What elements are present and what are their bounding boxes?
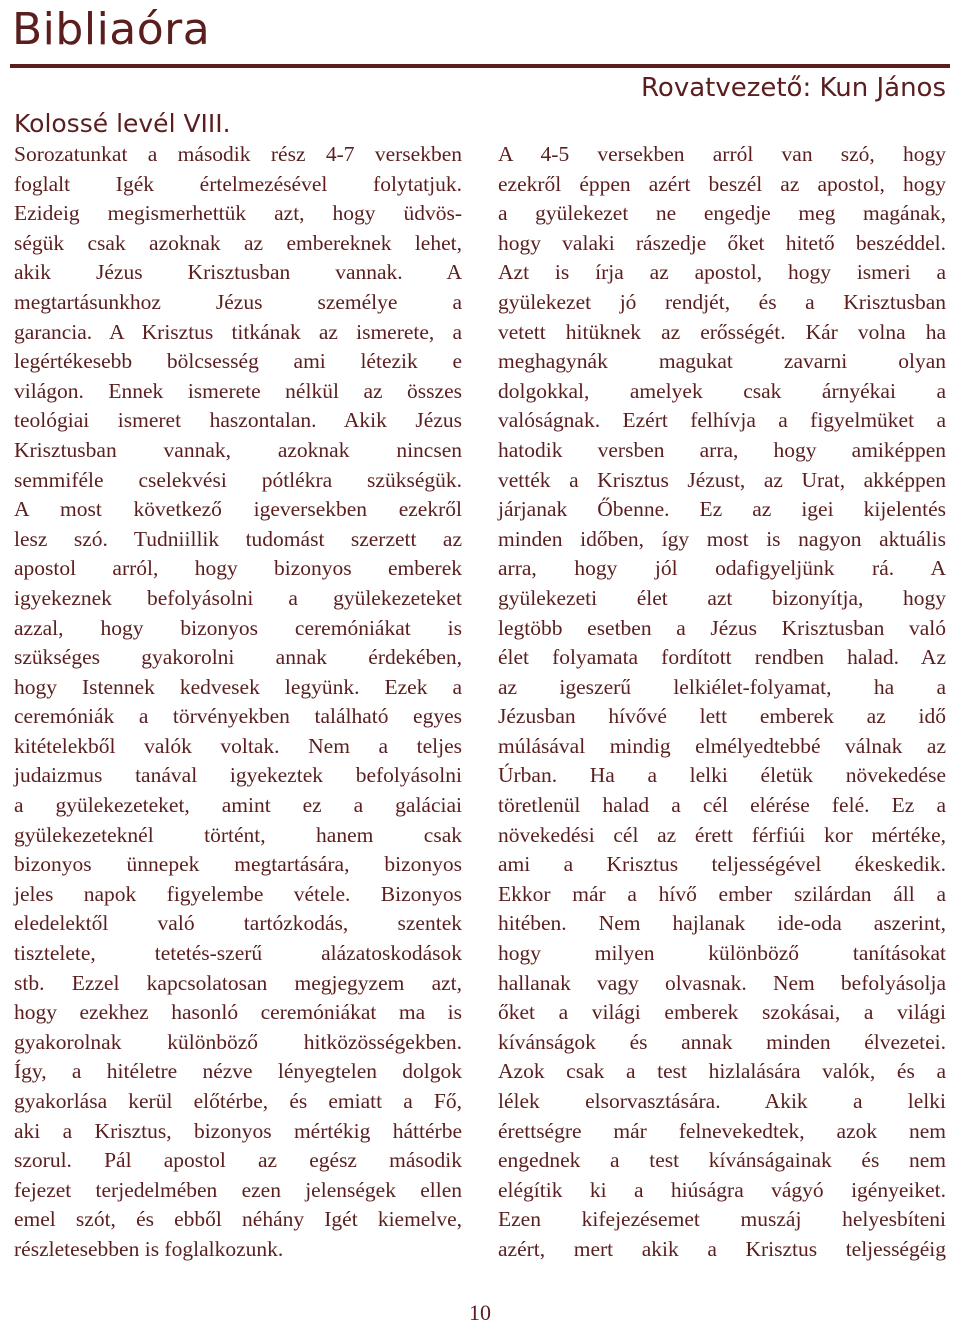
article-title: Kolossé levél VIII. — [14, 109, 231, 138]
text-line: megtartásunkhoz Jézus személye a — [14, 289, 462, 314]
text-line: Azt is írja az apostol, hogy ismeri a — [498, 260, 946, 285]
text-line: töretlenül halad a cél elérése felé. Ez a — [498, 793, 946, 818]
text-line: ami a Krisztus teljességével ékeskedik. — [498, 852, 946, 877]
text-line: a gyülekezeteket, amint ez a galáciai — [14, 793, 462, 818]
text-line: foglalt Igék értelmezésével folytatjuk. — [14, 171, 462, 196]
text-line: gyülekezeteknél történt, hanem csak — [14, 822, 462, 847]
text-line: meghagynák magukat zavarni olyan — [498, 349, 946, 374]
text-line: világon. Ennek ismerete nélkül az összes — [14, 378, 462, 403]
text-line: arra, hogy jól odafigyeljünk rá. A — [498, 556, 946, 581]
text-line: tisztelete, tetetés-szerű alázatoskodások — [14, 941, 462, 966]
text-line: stb. Ezzel kapcsolatosan megjegyzem azt, — [14, 970, 462, 995]
text-line: apostol arról, hogy bizonyos emberek — [14, 556, 462, 581]
text-line: hogy ezekhez hasonló ceremóniákat ma is — [14, 1000, 462, 1025]
text-line: gyülekezeti élet azt bizonyítja, hogy — [498, 585, 946, 610]
text-line: őket a világi emberek szokásai, a világi — [498, 1000, 946, 1025]
text-line: hatodik versben arra, hogy amiképpen — [498, 437, 946, 462]
text-line: eledelektől való tartózkodás, szentek — [14, 911, 462, 936]
header-rule — [10, 64, 950, 68]
text-line: legtöbb esetben a Jézus Krisztusban való — [498, 615, 946, 640]
text-line: kitételekből valók voltak. Nem a teljes — [14, 733, 462, 758]
page-number: 10 — [469, 1300, 491, 1325]
text-line: növekedési cél az érett férfiúi kor mértéke, — [498, 822, 946, 847]
text-line: érettségre már felnevekedtek, azok nem — [498, 1118, 946, 1143]
editor-credit: Rovatvezető: Kun János — [641, 73, 946, 103]
text-line: semmiféle cselekvési pótlékra szükségük. — [14, 467, 462, 492]
text-line: szorul. Pál apostol az egész második — [14, 1148, 462, 1173]
text-line: járjanak Őbenne. Ez az igei kijelentés — [498, 497, 946, 522]
text-line: ségük csak azoknak az embereknek lehet, — [14, 230, 462, 255]
text-line: valóságnak. Ezért felhívja a figyelmüket a — [498, 408, 946, 433]
text-line: jeles napok figyelembe vétele. Bizonyos — [14, 881, 462, 906]
text-line: hogy Istennek kedvesek legyünk. Ezek a — [14, 674, 462, 699]
text-line: Úrban. Ha a lelki életük növekedése — [498, 763, 946, 788]
text-line: vették a Krisztus Jézust, az Urat, akképpen — [498, 467, 946, 492]
text-line: akik Jézus Krisztusban vannak. A — [14, 260, 462, 285]
text-line: Így, a hitéletre nézve lényegtelen dolgok — [14, 1059, 462, 1084]
text-line: garancia. A Krisztus titkának az ismerete, a — [14, 319, 462, 344]
text-line: hitében. Nem hajlanak ide-oda aszerint, — [498, 911, 946, 936]
text-line: aki a Krisztus, bizonyos mértékig háttérbe — [14, 1118, 462, 1143]
text-line: részletesebben is foglalkozunk. — [14, 1236, 284, 1261]
text-line: lesz szó. Tudniillik tudomást szerzett az — [14, 526, 462, 551]
text-line: teológiai ismeret haszontalan. Akik Jézus — [14, 408, 462, 433]
text-line: A most következő igeversekben ezekről — [14, 497, 462, 522]
text-line: vetett hitüknek az erősségét. Kár volna ha — [498, 319, 946, 344]
text-line: emel szót, és ebből néhány Igét kiemelve, — [14, 1207, 462, 1232]
text-line: az igeszerű lelkiélet-folyamat, ha a — [498, 674, 946, 699]
text-line: Azok csak a test hizlalására valók, és a — [498, 1059, 946, 1084]
text-line: ezekről éppen azért beszél az apostol, hogy — [498, 171, 946, 196]
text-line: engednek a test kívánságainak és nem — [498, 1148, 946, 1173]
text-line: minden időben, így most is nagyon aktuális — [498, 526, 946, 551]
text-line: múlásával mindig elmélyedtebbé válnak az — [498, 733, 946, 758]
text-line: A 4-5 versekben arról van szó, hogy — [498, 142, 946, 166]
text-line: lélek elsorvasztására. Akik a lelki — [498, 1089, 946, 1113]
text-line: Krisztusban vannak, azoknak nincsen — [14, 437, 462, 462]
text-line: fejezet terjedelmében ezen jelenségek ellen — [14, 1177, 462, 1202]
text-line: élet folyamata fordított rendben halad. Az — [498, 645, 946, 670]
text-line: bizonyos ünnepek megtartására, bizonyos — [14, 852, 462, 877]
text-line: azért, mert akik a Krisztus teljességéig — [498, 1236, 946, 1261]
text-line: kívánságok és annak minden élvezetei. — [498, 1029, 946, 1054]
text-line: hallanak vagy olvasnak. Nem befolyásolja — [498, 970, 946, 995]
text-line: Jézusban hívővé lett emberek az idő — [498, 704, 946, 729]
text-line: a gyülekezet ne engedje meg magának, — [498, 201, 946, 226]
text-line: igyekeznek befolyásolni a gyülekezeteket — [14, 585, 462, 610]
masthead-title: Bibliaóra — [12, 4, 211, 55]
text-line: gyakorolnak különböző hitközösségekben. — [14, 1029, 462, 1054]
text-line: gyakorlása kerül előtérbe, és emiatt a Fő, — [14, 1089, 462, 1113]
text-line: legértékesebb bölcsesség ami létezik e — [14, 349, 462, 374]
text-line: szükséges gyakorolni annak érdekében, — [14, 645, 462, 670]
text-line: Sorozatunkat a második rész 4-7 versekben — [14, 142, 462, 166]
text-line: hogy valaki rászedje őket hitető beszéddel. — [498, 230, 946, 255]
text-line: Ekkor már a hívő ember szilárdan áll a — [498, 881, 946, 906]
text-line: Ezideig megismerhettük azt, hogy üdvös- — [14, 201, 462, 226]
text-line: elégítik ki a hiúságra vágyó igényeiket. — [498, 1177, 946, 1202]
text-line: judaizmus tanával igyekeztek befolyásolni — [14, 763, 462, 788]
right-column — [498, 140, 946, 1265]
text-line: dolgokkal, amelyek csak árnyékai a — [498, 378, 946, 403]
left-column — [14, 140, 462, 1265]
text-line: hogy milyen különböző tanításokat — [498, 941, 946, 966]
text-line: azzal, hogy bizonyos ceremóniákat is — [14, 615, 462, 640]
text-line: Ezen kifejezésemet muszáj helyesbíteni — [498, 1207, 946, 1232]
text-line: ceremóniák a törvényekben található egyes — [14, 704, 462, 729]
text-line: gyülekezet jó rendjét, és a Krisztusban — [498, 289, 946, 314]
